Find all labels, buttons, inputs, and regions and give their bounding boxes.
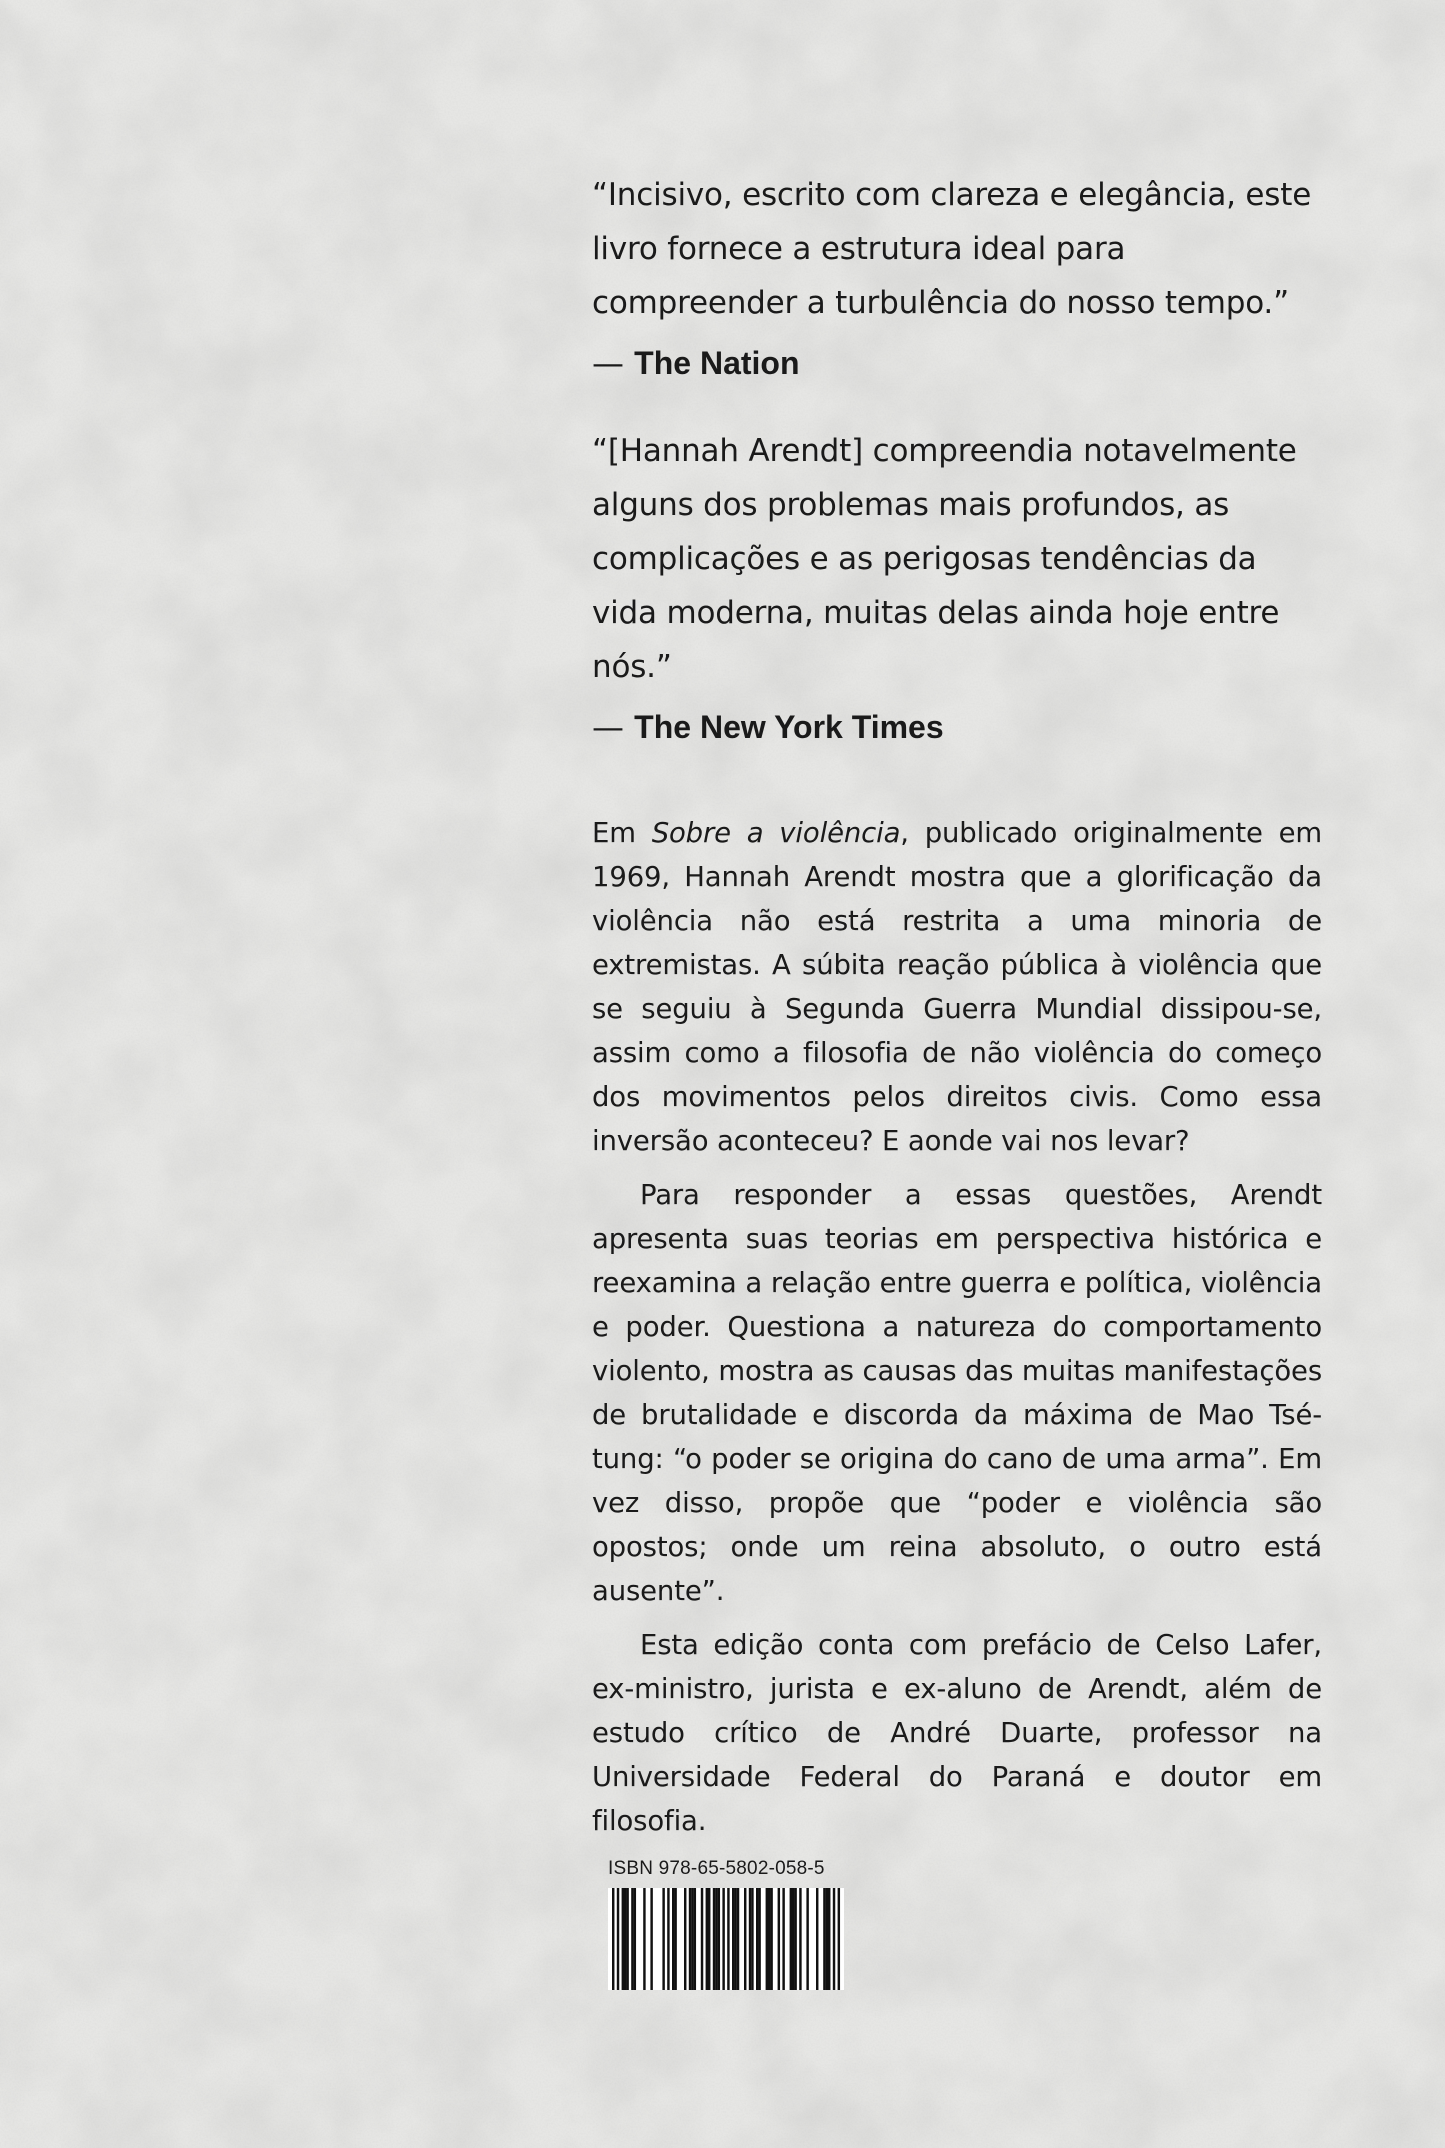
synopsis bbox=[592, 811, 1322, 1853]
barcode-bar bbox=[662, 1888, 664, 1990]
barcode-bar bbox=[823, 1888, 825, 1990]
quote-text: “Incisivo, escrito com clareza e elegância, este livro fornece a estrutura ideal para compreender a turbulência do nosso tempo.” bbox=[592, 177, 1312, 321]
barcode-bar bbox=[792, 1888, 794, 1990]
barcode-bar bbox=[694, 1888, 696, 1990]
barcode-bar bbox=[713, 1888, 715, 1990]
barcode-bar bbox=[744, 1888, 746, 1990]
barcode-bar bbox=[706, 1888, 708, 1990]
synopsis-rest: , publicado originalmente em 1969, Hannah Arendt mostra que a glorificação da violência não está restrita a uma minoria de extremistas. A súbita reação pública à violência que se seguiu à Segunda Guerra Mundial dissipou-se, assim como a filosofia de não violência do começo dos movimentos pelos direitos civis. Como essa inversão aconteceu? E aonde vai nos levar? bbox=[592, 817, 1322, 1157]
barcode-bar bbox=[612, 1888, 614, 1990]
barcode-bar bbox=[624, 1888, 626, 1990]
barcode-bar bbox=[778, 1888, 780, 1990]
synopsis-lead: Em bbox=[592, 817, 652, 849]
barcode-bar bbox=[650, 1888, 652, 1990]
barcode-bar bbox=[790, 1888, 792, 1990]
quote-block-nation bbox=[592, 168, 1324, 390]
barcode-bar bbox=[766, 1888, 768, 1990]
barcode-bar bbox=[718, 1888, 720, 1990]
quote-attribution bbox=[592, 700, 1324, 754]
isbn-label: ISBN 978-65-5802-058-5 bbox=[608, 1858, 825, 1879]
attribution-source: The New York Times bbox=[634, 709, 944, 745]
barcode-bar bbox=[838, 1888, 840, 1990]
barcode-bar bbox=[617, 1888, 619, 1990]
barcode-bar bbox=[794, 1888, 796, 1990]
barcode-bar bbox=[689, 1888, 691, 1990]
barcode-bar bbox=[643, 1888, 645, 1990]
barcode-bar bbox=[684, 1888, 686, 1990]
barcode-bar bbox=[758, 1888, 760, 1990]
barcode-bar bbox=[715, 1888, 717, 1990]
barcode-bar bbox=[749, 1888, 751, 1990]
barcode-bar bbox=[756, 1888, 758, 1990]
barcode-bar bbox=[816, 1888, 818, 1990]
barcode-bar bbox=[634, 1888, 636, 1990]
synopsis-paragraph-2: Para responder a essas questões, Arendt apresenta suas teorias em perspectiva histórica e reexamina a relação entre guerra e política, violência e poder. Questiona a natureza do comportamento violento, mostra as causas das muitas manifestações de brutalidade e discorda da máxima de Mao Tsé-tung: “o poder se origina do cano de uma arma”. Em vez disso, propõe que “poder e violência são opostos; onde um reina absoluto, o outro está ausente”. bbox=[592, 1179, 1322, 1607]
quotes-column bbox=[592, 168, 1324, 754]
barcode-bar bbox=[722, 1888, 724, 1990]
barcode-bar bbox=[622, 1888, 624, 1990]
synopsis-paragraph-3: Esta edição conta com prefácio de Celso Lafer, ex-ministro, jurista e ex-aluno de Arendt, além de estudo crítico de André Duarte, professor na Universidade Federal do Paraná e doutor em filosofia. bbox=[592, 1629, 1322, 1837]
barcode-bar bbox=[782, 1888, 784, 1990]
attribution-source: The Nation bbox=[634, 345, 800, 381]
barcode-bar bbox=[806, 1888, 808, 1990]
attribution-dash: — bbox=[592, 708, 624, 746]
barcode-bar bbox=[826, 1888, 828, 1990]
quote-block-nyt bbox=[592, 424, 1324, 754]
barcode-bar bbox=[626, 1888, 628, 1990]
barcode-bar bbox=[727, 1888, 729, 1990]
synopsis-paragraph-1 bbox=[592, 811, 1322, 1163]
barcode-bar bbox=[691, 1888, 693, 1990]
barcode-bar bbox=[833, 1888, 835, 1990]
barcode-bar bbox=[828, 1888, 830, 1990]
barcode-bar bbox=[770, 1888, 772, 1990]
book-title: Sobre a violência bbox=[651, 817, 901, 849]
barcode-bar bbox=[732, 1888, 734, 1990]
barcode-bar bbox=[734, 1888, 736, 1990]
barcode-bar bbox=[631, 1888, 633, 1990]
barcode-bar bbox=[751, 1888, 753, 1990]
barcode-bar bbox=[768, 1888, 770, 1990]
barcode-bar bbox=[708, 1888, 710, 1990]
barcode-bar bbox=[701, 1888, 703, 1990]
barcode-bar bbox=[737, 1888, 739, 1990]
barcode-bar bbox=[672, 1888, 674, 1990]
barcode-bar bbox=[799, 1888, 801, 1990]
attribution-dash: — bbox=[592, 344, 624, 382]
isbn-barcode bbox=[608, 1888, 844, 1990]
barcode-bar bbox=[667, 1888, 669, 1990]
barcode-bar bbox=[674, 1888, 676, 1990]
quote-text: “[Hannah Arendt] compreendia notavelmente alguns dos problemas mais profundos, as complicações e as perigosas tendências da vida moderna, muitas delas ainda hoje entre nós.” bbox=[592, 433, 1297, 685]
quote-attribution bbox=[592, 336, 1324, 390]
